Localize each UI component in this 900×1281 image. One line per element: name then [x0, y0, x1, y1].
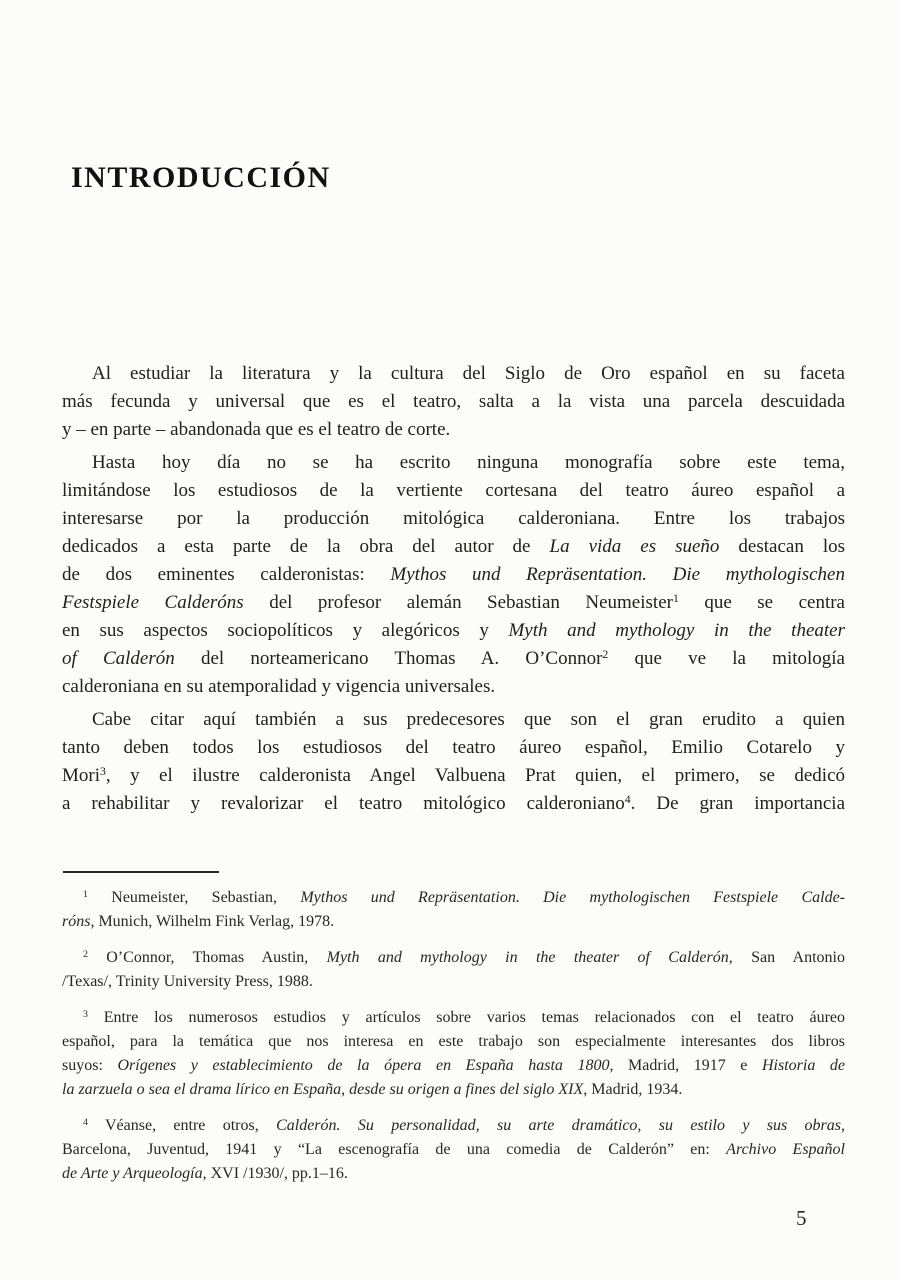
italic-text-run: Myth and mythology in the theater of Calderón: [326, 949, 729, 966]
text-line: [62, 388, 845, 416]
text-run: limitándose los estudiosos de la vertiente cortesana del teatro áureo español a: [62, 480, 845, 501]
text-line: [62, 1030, 845, 1054]
text-line: [62, 1114, 845, 1138]
text-run: , San Antonio: [728, 949, 845, 966]
text-run: Cabe citar aquí también a sus predecesores que son el gran erudito a quien: [92, 709, 845, 730]
text-run: /Texas/, Trinity University Press, 1988.: [62, 973, 313, 990]
text-run: Neumeister, Sebastian,: [87, 889, 301, 906]
text-run: y – en parte – abandonada que es el teatro de corte.: [62, 419, 451, 440]
text-line: [62, 970, 845, 994]
text-run: destacan los: [719, 536, 846, 557]
italic-text-run: Calderón. Su personalidad, su arte dramático, su estilo y sus obras: [276, 1117, 841, 1134]
footnote-marker: 2: [602, 648, 609, 662]
text-run: suyos:: [62, 1057, 118, 1074]
text-line: [62, 946, 845, 970]
text-run: del profesor alemán Sebastian Neumeister: [243, 592, 673, 613]
text-line: [62, 1006, 845, 1030]
text-line: [62, 505, 845, 533]
footnote-marker: 1: [83, 889, 88, 901]
italic-text-run: Orígenes y establecimiento de la ópera en España hasta 1800: [117, 1057, 610, 1074]
text-run: , y el ilustre calderonista Angel Valbuena Prat quien, el primero, se dedicó: [105, 765, 845, 786]
text-run: , Madrid, 1917 e: [609, 1057, 762, 1074]
text-line: [62, 477, 845, 505]
text-run: Hasta hoy día no se ha escrito ninguna monografía sobre este tema,: [92, 452, 845, 473]
italic-text-run: La vida es sueño: [549, 536, 720, 557]
text-line: [62, 673, 845, 701]
body-text: [62, 360, 845, 823]
text-line: [62, 734, 845, 762]
footnote: [62, 946, 845, 994]
italic-text-run: Festspiele Calderóns: [62, 592, 244, 613]
text-run: Mori: [62, 765, 100, 786]
text-line: [62, 533, 845, 561]
text-line: [62, 449, 845, 477]
text-run: , Munich, Wilhelm Fink Verlag, 1978.: [90, 913, 335, 930]
text-run: O’Connor, Thomas Austin,: [87, 949, 327, 966]
italic-text-run: of Calderón: [62, 648, 175, 669]
italic-text-run: Mythos und Repräsentation. Die mythologischen: [390, 564, 845, 585]
text-line: [62, 561, 845, 589]
italic-text-run: róns: [62, 913, 91, 930]
text-run: calderoniana en su atemporalidad y vigencia universales.: [62, 676, 496, 697]
page-number: 5: [796, 1206, 807, 1230]
text-line: [62, 1054, 845, 1078]
text-line: [62, 706, 845, 734]
text-run: Véanse, entre otros,: [87, 1117, 277, 1134]
text-line: [62, 762, 845, 790]
footnote-marker: 3: [83, 1009, 88, 1021]
italic-text-run: de Arte y Arqueología: [62, 1165, 203, 1182]
text-run: dedicados a esta parte de la obra del autor de: [62, 536, 550, 557]
text-run: . De gran importancia: [630, 793, 846, 814]
text-run: a rehabilitar y revalorizar el teatro mitológico calderoniano: [62, 793, 625, 814]
paragraph: [62, 360, 845, 444]
footnote: [62, 1006, 845, 1102]
text-line: [62, 617, 845, 645]
italic-text-run: la zarzuela o sea el drama lírico en España, desde su origen a fines del siglo XIX: [62, 1081, 584, 1098]
text-run: , XVI /1930/, pp.1–16.: [202, 1165, 348, 1182]
footnote-marker: 4: [624, 793, 631, 807]
text-run: español, para la temática que nos interesa en este trabajo son especialmente interesantes dos libros: [62, 1033, 845, 1050]
footnotes: [62, 886, 845, 1198]
text-run: del norteamericano Thomas A. O’Connor: [174, 648, 603, 669]
text-run: Al estudiar la literatura y la cultura del Siglo de Oro español en su faceta: [92, 363, 845, 384]
footnote-marker: 2: [83, 949, 88, 961]
italic-text-run: Historia de: [761, 1057, 846, 1074]
text-line: [62, 1138, 845, 1162]
text-line: [62, 910, 845, 934]
text-run: que se centra: [678, 592, 845, 613]
text-line: [62, 589, 845, 617]
text-run: Barcelona, Juventud, 1941 y “La escenografía de una comedia de Calderón” en:: [62, 1141, 727, 1158]
text-run: interesarse por la producción mitológica calderoniana. Entre los trabajos: [62, 508, 845, 529]
text-line: [62, 1078, 845, 1102]
page-title: INTRODUCCIÓN: [71, 161, 331, 195]
text-line: [62, 1162, 845, 1186]
text-run: que ve la mitología: [608, 648, 845, 669]
text-line: [62, 886, 845, 910]
text-run: , Madrid, 1934.: [583, 1081, 683, 1098]
text-run: Entre los numerosos estudios y artículos sobre varios temas relacionados con el teatro áureo: [87, 1009, 845, 1026]
text-run: en sus aspectos sociopolíticos y alegóricos y: [62, 620, 509, 641]
text-run: ,: [841, 1117, 845, 1134]
text-run: más fecunda y universal que es el teatro, salta a la vista una parcela descuidada: [62, 391, 845, 412]
text-run: tanto deben todos los estudiosos del teatro áureo español, Emilio Cotarelo y: [62, 737, 845, 758]
text-line: [62, 360, 845, 388]
text-line: [62, 790, 845, 818]
footnote: [62, 1114, 845, 1186]
italic-text-run: Myth and mythology in the theater: [508, 620, 845, 641]
paragraph: [62, 449, 845, 701]
footnote-separator-rule: [63, 871, 219, 873]
footnote-marker: 1: [672, 592, 679, 606]
italic-text-run: Archivo Español: [726, 1141, 845, 1158]
footnote: [62, 886, 845, 934]
text-run: de dos eminentes calderonistas:: [62, 564, 391, 585]
text-line: [62, 645, 845, 673]
text-line: [62, 416, 845, 444]
footnote-marker: 4: [83, 1117, 88, 1129]
italic-text-run: Mythos und Repräsentation. Die mythologischen Festspiele Calde-: [300, 889, 845, 906]
paragraph: [62, 706, 845, 818]
footnote-marker: 3: [100, 765, 106, 779]
